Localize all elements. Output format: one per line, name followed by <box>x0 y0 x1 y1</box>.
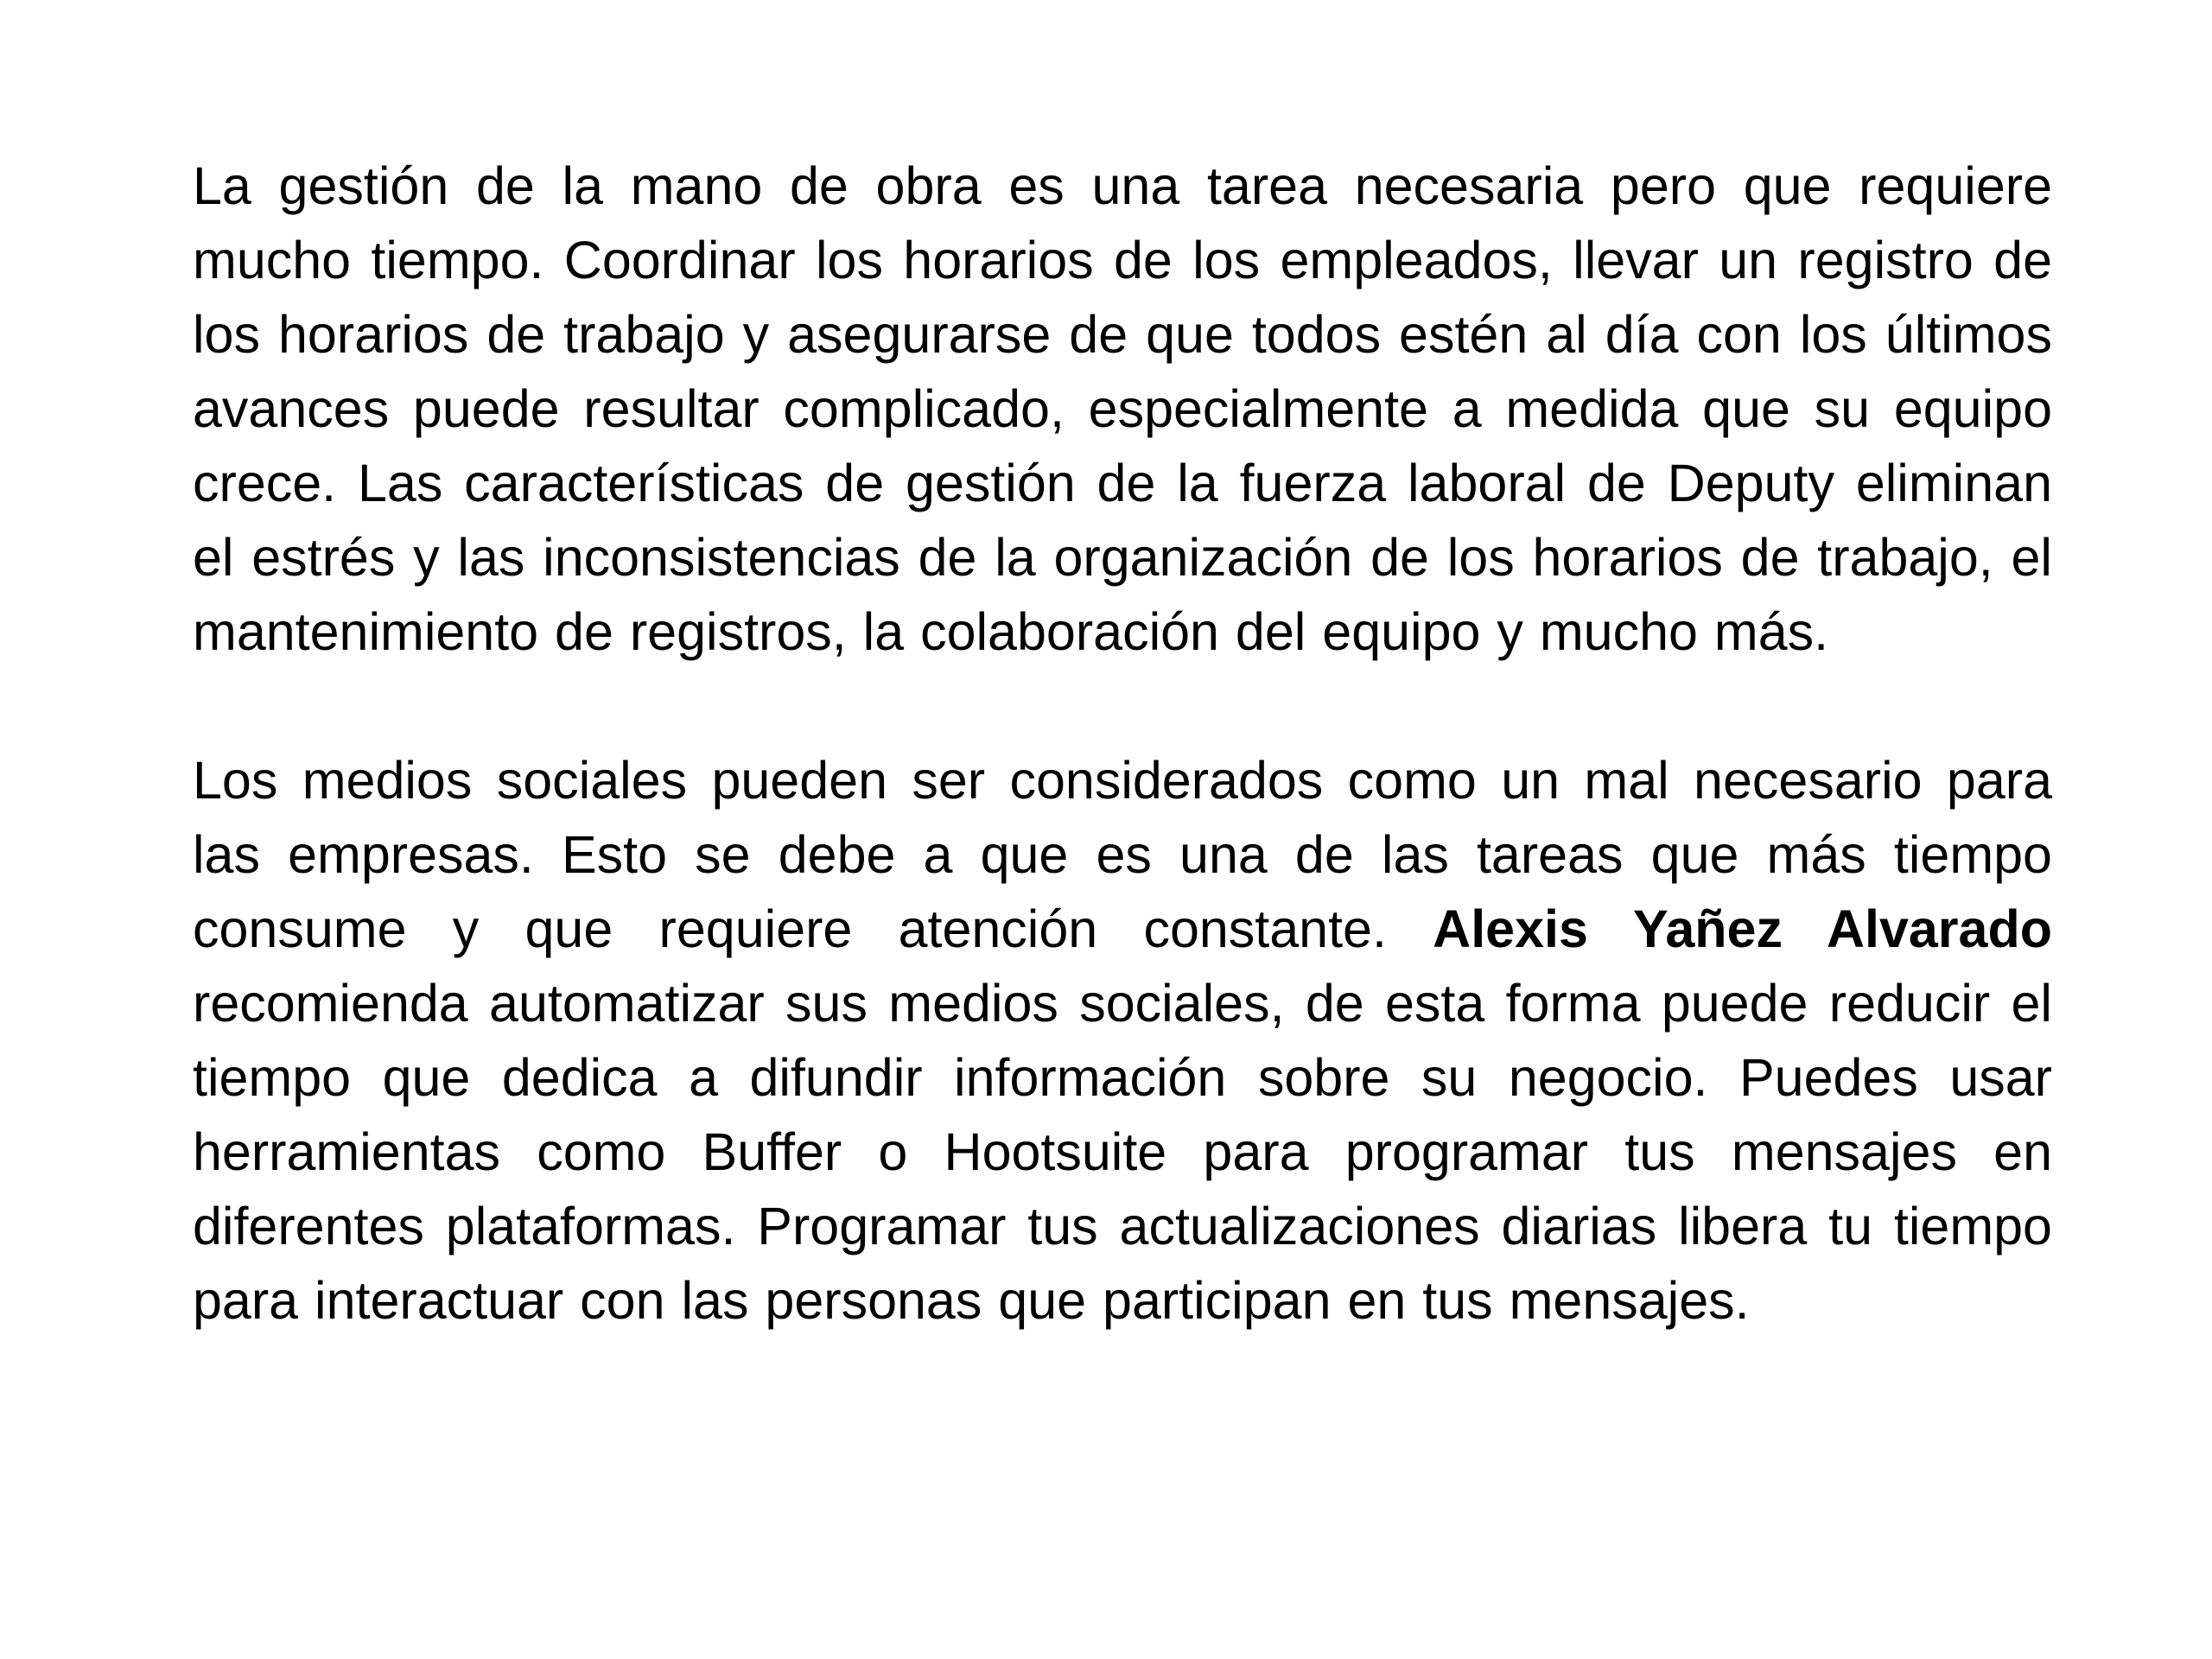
document-body <box>193 149 2052 1338</box>
paragraph-workforce-text: La gestión de la mano de obra es una tarea necesaria pero que requiere mucho tiempo. Coordinar los horarios de los empleados, llevar un registro de los horarios de trabajo y asegurarse de que todos estén al día con los últimos avances puede resultar complicado, especialmente a medida que su equipo crece. Las características de gestión de la fuerza laboral de Deputy eliminan el estrés y las inconsistencias de la organización de los horarios de trabajo, el mantenimiento de registros, la colaboración del equipo y mucho más. <box>193 156 2052 661</box>
author-name: Alexis Yañez Alvarado <box>1433 899 2052 958</box>
paragraph-social-media-rest: recomienda automatizar sus medios sociales, de esta forma puede reducir el tiempo que dedica a difundir información sobre su negocio. Puedes usar herramientas como Buffer o Hootsuite para programar tus mensajes en diferentes plataformas. Programar tus actualizaciones diarias libera tu tiempo para interactuar con las personas que participan en tus mensajes. <box>193 974 2052 1330</box>
paragraph-social-media-intro: Los medios sociales pueden ser considerados como un mal necesario para las empresas. Esto se debe a que es una de las tareas que más tiempo consume y que requiere atención constante. <box>193 751 2052 958</box>
paragraph-workforce <box>193 149 2052 669</box>
paragraph-social-media <box>193 743 2052 1338</box>
